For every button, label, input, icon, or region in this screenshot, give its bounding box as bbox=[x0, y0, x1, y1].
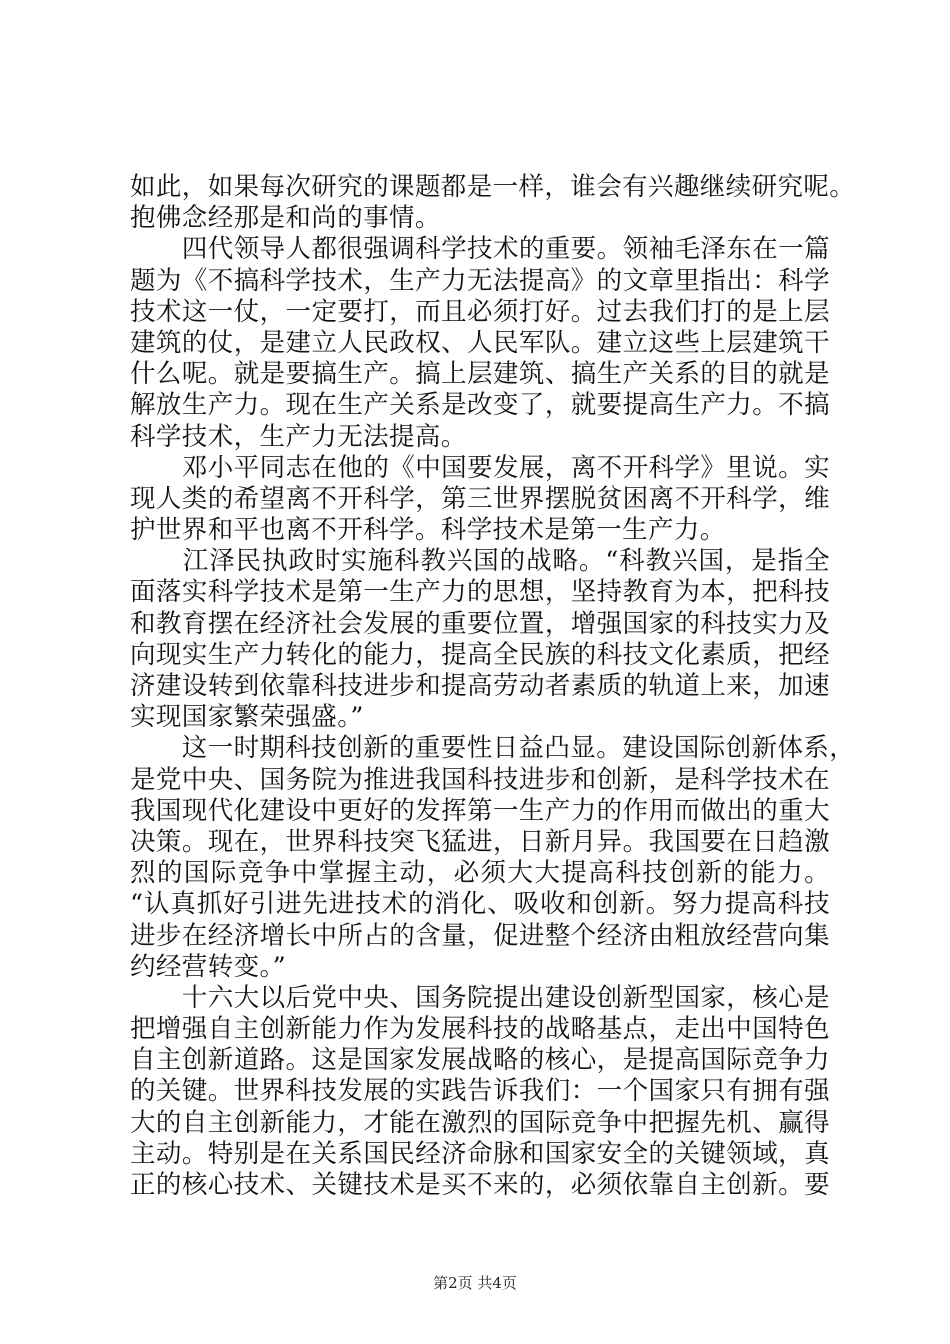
text-line: 主动。特别是在关系国民经济命脉和国家安全的关键领域，真 bbox=[130, 1138, 830, 1169]
text-line: 建筑的仗，是建立人民政权、人民军队。建立这些上层建筑干 bbox=[130, 327, 830, 358]
text-line: 什么呢。就是要搞生产。搞上层建筑、搞生产关系的目的就是 bbox=[130, 359, 830, 390]
text-line: 的关键。世界科技发展的实践告诉我们：一个国家只有拥有强 bbox=[130, 1076, 830, 1107]
text-line: 是党中央、国务院为推进我国科技进步和创新，是科学技术在 bbox=[130, 764, 830, 795]
body-text bbox=[130, 172, 856, 1201]
text-line: 面落实科学技术是第一生产力的思想，坚持教育为本，把科技 bbox=[130, 577, 830, 608]
text-line: 决策。现在，世界科技突飞猛进，日新月异。我国要在日趋激 bbox=[130, 826, 830, 857]
text-line: 抱佛念经那是和尚的事情。 bbox=[130, 203, 441, 234]
page-number-footer: 第2页 共4页 bbox=[433, 1274, 517, 1292]
text-line: 江泽民执政时实施科教兴国的战略。“科教兴国，是指全 bbox=[130, 546, 830, 577]
text-line: 烈的国际竞争中掌握主动，必须大大提高科技创新的能力。 bbox=[130, 858, 830, 889]
text-line: “认真抓好引进先进技术的消化、吸收和创新。努力提高科技 bbox=[130, 889, 830, 920]
text-line: 这一时期科技创新的重要性日益凸显。建设国际创新体系， bbox=[130, 733, 856, 764]
text-line: 我国现代化建设中更好的发挥第一生产力的作用而做出的重大 bbox=[130, 795, 830, 826]
text-line: 正的核心技术、关键技术是买不来的，必须依靠自主创新。要 bbox=[130, 1170, 830, 1200]
text-line: 约经营转变。” bbox=[130, 951, 287, 982]
text-line: 如此，如果每次研究的课题都是一样，谁会有兴趣继续研究呢。 bbox=[130, 172, 856, 202]
text-line: 把增强自主创新能力作为发展科技的战略基点，走出中国特色 bbox=[130, 1014, 830, 1045]
text-line: 十六大以后党中央、国务院提出建设创新型国家，核心是 bbox=[130, 982, 830, 1013]
text-line: 邓小平同志在他的《中国要发展，离不开科学》里说。实 bbox=[130, 452, 830, 483]
text-line: 大的自主创新能力，才能在激烈的国际竞争中把握先机、赢得 bbox=[130, 1107, 830, 1138]
text-line: 解放生产力。现在生产关系是改变了，就要提高生产力。不搞 bbox=[130, 390, 830, 421]
text-line: 和教育摆在经济社会发展的重要位置，增强国家的科技实力及 bbox=[130, 608, 830, 639]
text-line: 进步在经济增长中所占的含量，促进整个经济由粗放经营向集 bbox=[130, 920, 830, 951]
text-line: 向现实生产力转化的能力，提高全民族的科技文化素质，把经 bbox=[130, 639, 830, 670]
text-line: 现人类的希望离不开科学，第三世界摆脱贫困离不开科学，维 bbox=[130, 483, 830, 514]
text-line: 技术这一仗，一定要打，而且必须打好。过去我们打的是上层 bbox=[130, 296, 830, 327]
text-line: 实现国家繁荣强盛。” bbox=[130, 702, 364, 733]
text-line: 题为《不搞科学技术，生产力无法提高》的文章里指出：科学 bbox=[130, 265, 830, 296]
text-line: 四代领导人都很强调科学技术的重要。领袖毛泽东在一篇 bbox=[130, 234, 830, 265]
text-line: 济建设转到依靠科技进步和提高劳动者素质的轨道上来，加速 bbox=[130, 671, 830, 701]
text-line: 科学技术，生产力无法提高。 bbox=[130, 421, 467, 452]
text-line: 自主创新道路。这是国家发展战略的核心，是提高国际竞争力 bbox=[130, 1045, 830, 1076]
text-line: 护世界和平也离不开科学。科学技术是第一生产力。 bbox=[130, 515, 726, 546]
